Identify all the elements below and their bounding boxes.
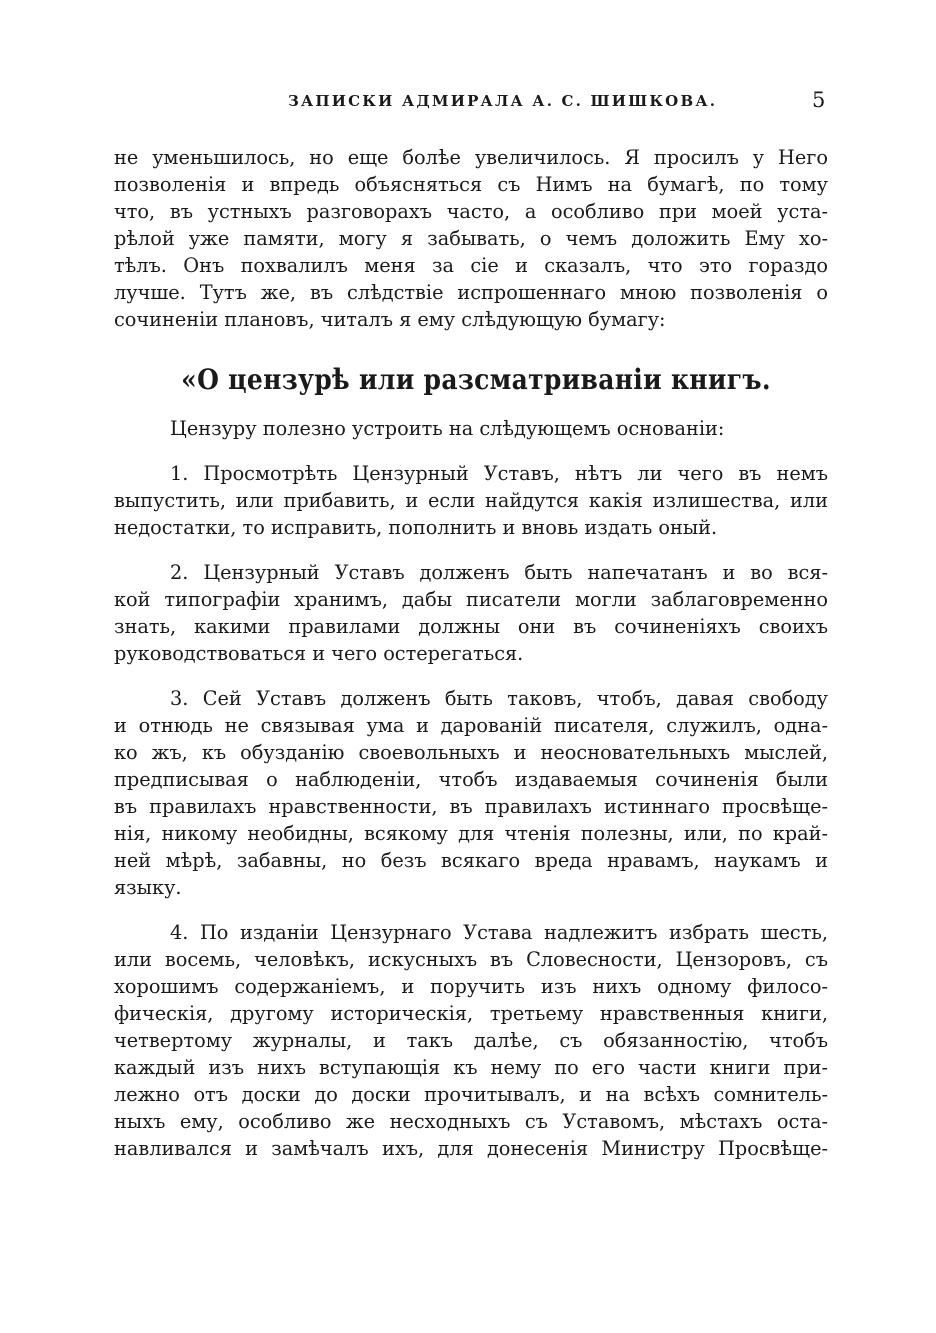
text-line: ныхъ ему, особливо же несходныхъ съ Уставомъ, мѣстахъ оста-: [114, 1110, 828, 1133]
intro-paragraph: [114, 144, 828, 333]
text-line: лежно отъ доски до доски прочитывалъ, и на всѣхъ сомнитель-: [114, 1083, 828, 1106]
text-line: хорошимъ содержаніемъ, и поручить изъ нихъ одному филосо-: [114, 975, 828, 998]
text-line: ко жъ, къ обузданію своевольныхъ и неосновательныхъ мыслей,: [114, 741, 828, 764]
section-lead: Цензуру полезно устроить на слѣдующемъ основаніи:: [170, 417, 725, 440]
text-line: 3. Сей Уставъ долженъ быть таковъ, чтобъ, давая свободу: [170, 687, 828, 710]
page-number: 5: [812, 88, 826, 112]
text-line: руководствоваться и чего остерегаться.: [114, 642, 524, 665]
text-line: выпустить, или прибавить, и если найдутся какія излишества, или: [114, 489, 828, 512]
text-line: фическія, другому историческія, третьему нравственныя книги,: [114, 1002, 828, 1025]
text-line: что, въ устныхъ разговорахъ часто, а особливо при моей уста-: [114, 200, 828, 223]
text-line: рѣлой уже памяти, могу я забывать, о чемъ доложить Ему хо-: [114, 227, 828, 250]
text-line: въ правилахъ нравственности, въ правилахъ истиннаго просвѣще-: [114, 795, 828, 818]
text-line: позволенія и впредь объясняться съ Нимъ на бумагѣ, по тому: [114, 173, 828, 196]
text-line: или восемь, человѣкъ, искусныхъ въ Словесности, Цензоровъ, съ: [114, 948, 828, 971]
text-line: каждый изъ нихъ вступающія къ нему по его части книги при-: [114, 1056, 828, 1079]
item-paragraph-3: [114, 685, 828, 901]
item-paragraph-4: [114, 919, 828, 1162]
text-line: не уменьшилось, но еще болѣе увеличилось. Я просилъ у Него: [114, 146, 828, 169]
text-line: 1. Просмотрѣть Цензурный Уставъ, нѣтъ ли чего въ немъ: [170, 462, 828, 485]
text-line: нія, никому необидны, всякому для чтенія полезны, или, по край-: [114, 822, 828, 845]
text-line: 4. По изданіи Цензурнаго Устава надлежитъ избрать шесть,: [170, 921, 828, 944]
body-text: [114, 144, 828, 1162]
text-line: и отнюдь не связывая ума и дарованій писателя, служилъ, одна-: [114, 714, 828, 737]
item-paragraph-2: [114, 559, 828, 667]
text-line: недостатки, то исправить, пополнить и вновь издать оный.: [114, 516, 718, 539]
text-line: кой типографіи хранимъ, дабы писатели могли заблаговременно: [114, 588, 828, 611]
running-title: ЗАПИСКИ АДМИРАЛА А. С. ШИШКОВА.: [288, 92, 718, 110]
running-head: [0, 88, 936, 118]
text-line: сочиненіи плановъ, читалъ я ему слѣдующую бумагу:: [114, 308, 666, 331]
text-line: тѣлъ. Онъ похвалилъ меня за сіе и сказалъ, что это гораздо: [114, 254, 828, 277]
text-line: 2. Цензурный Уставъ долженъ быть напечатанъ и во вся-: [170, 561, 828, 584]
text-line: предписывая о наблюденіи, чтобъ издаваемыя сочиненія были: [114, 768, 828, 791]
text-line: знать, какими правилами должны они въ сочиненіяхъ своихъ: [114, 615, 828, 638]
text-line: ней мѣрѣ, забавны, но безъ всякаго вреда нравамъ, наукамъ и: [114, 849, 828, 872]
text-line: навливался и замѣчалъ ихъ, для донесенія Министру Просвѣще-: [114, 1137, 828, 1160]
text-line: четвертому журналы, и такъ далѣе, съ обязанностію, чтобъ: [114, 1029, 828, 1052]
section-heading: «О цензурѣ или разсматриваніи книгъ.: [181, 363, 771, 396]
text-line: языку.: [114, 876, 182, 899]
text-line: лучше. Тутъ же, въ слѣдствіе испрошеннаго мною позволенія о: [114, 281, 828, 304]
item-paragraph-1: [114, 460, 828, 541]
